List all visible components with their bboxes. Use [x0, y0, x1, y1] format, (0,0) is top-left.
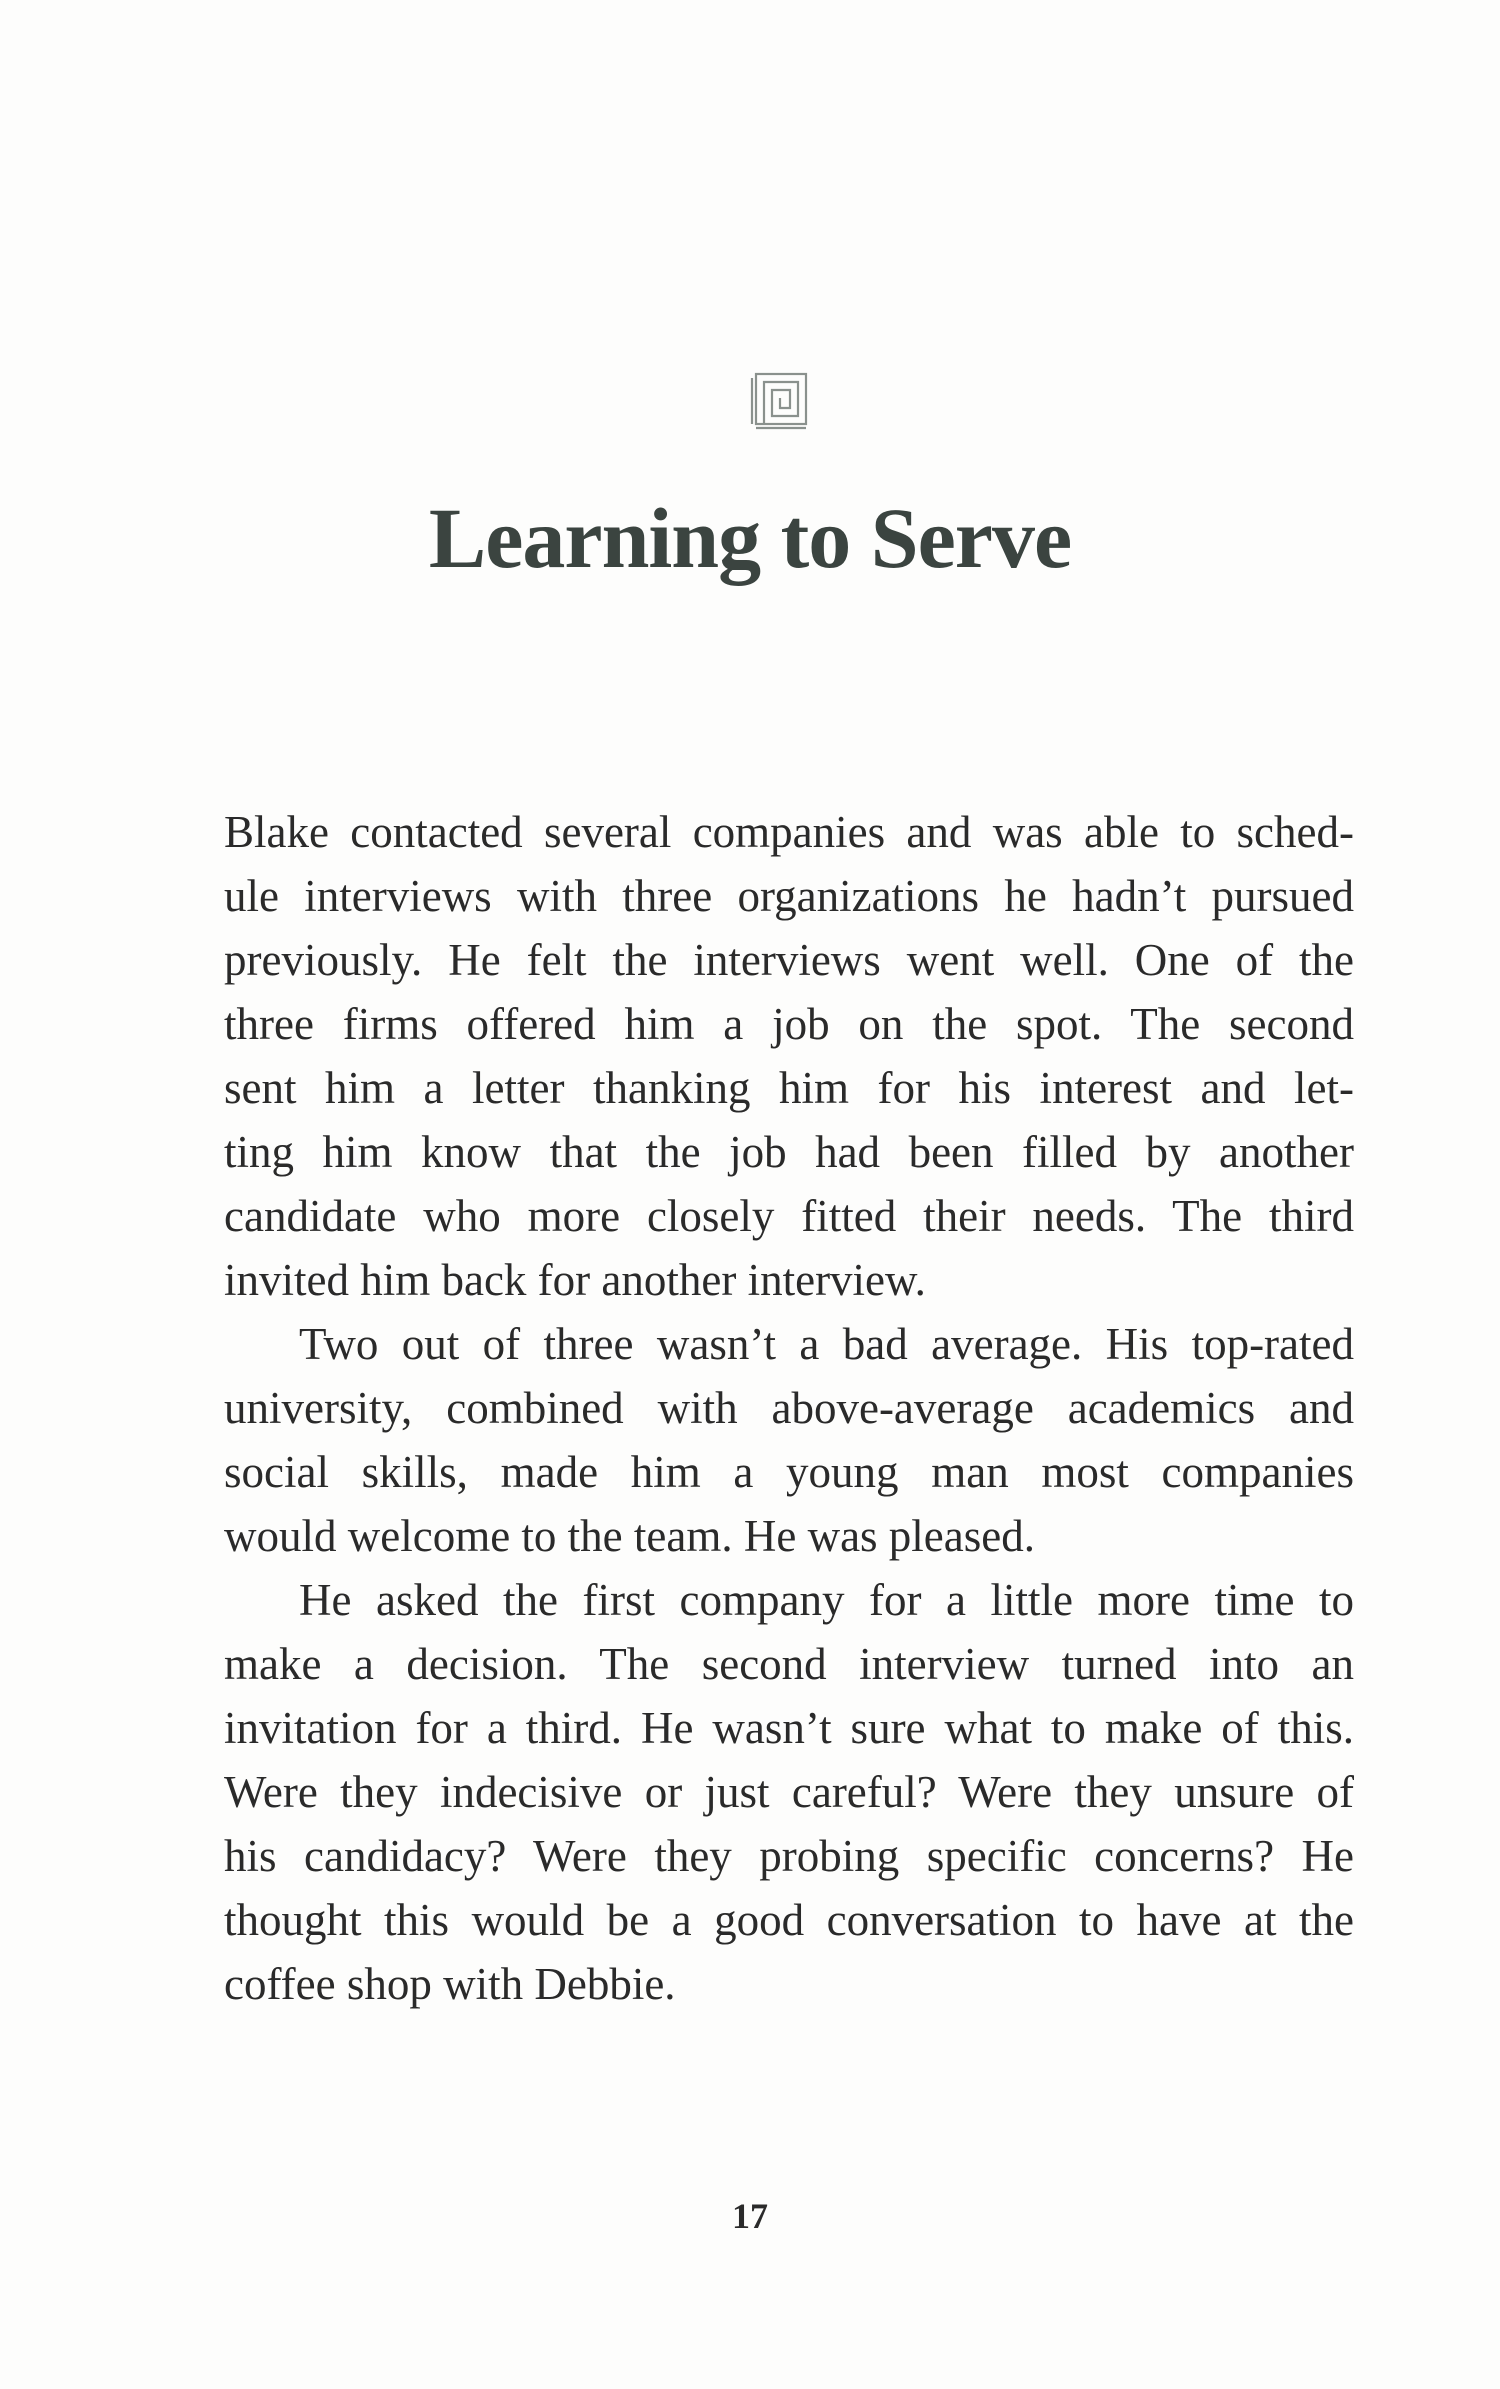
paragraph-2 [224, 1312, 1354, 1568]
body-text [224, 800, 1354, 2016]
text-line: Were they indecisive or just careful? Were they unsure of [224, 1767, 1354, 1817]
text-line: Two out of three wasn’t a bad average. His top-rated [299, 1319, 1354, 1369]
text-line: thought this would be a good conversation to have at the [224, 1895, 1354, 1945]
text-line: candidate who more closely fitted their needs. The third [224, 1191, 1354, 1241]
paragraph-1 [224, 800, 1354, 1312]
paragraph-3 [224, 1568, 1354, 2016]
text-line: social skills, made him a young man most companies [224, 1447, 1354, 1497]
text-line: three firms offered him a job on the spot. The second [224, 999, 1354, 1049]
chapter-title: Learning to Serve [428, 490, 1072, 586]
text-line: university, combined with above-average academics and [224, 1383, 1354, 1433]
page-number: 17 [732, 2196, 768, 2236]
text-line: ting him know that the job had been filled by another [224, 1127, 1354, 1177]
text-line: his candidacy? Were they probing specific concerns? He [224, 1831, 1354, 1881]
text-line: Blake contacted several companies and was able to sched- [224, 807, 1354, 857]
text-line: ule interviews with three organizations he hadn’t pursued [224, 871, 1354, 921]
text-line: invited him back for another interview. [224, 1255, 926, 1305]
square-spiral-ornament-icon [750, 368, 812, 430]
text-line: sent him a letter thanking him for his interest and let- [224, 1063, 1354, 1113]
text-line: invitation for a third. He wasn’t sure what to make of this. [224, 1703, 1354, 1753]
text-line: would welcome to the team. He was pleased. [224, 1511, 1035, 1561]
text-line: make a decision. The second interview turned into an [224, 1639, 1354, 1689]
text-line: coffee shop with Debbie. [224, 1959, 676, 2009]
text-line: He asked the first company for a little more time to [299, 1575, 1354, 1625]
text-line: previously. He felt the interviews went well. One of the [224, 935, 1354, 985]
